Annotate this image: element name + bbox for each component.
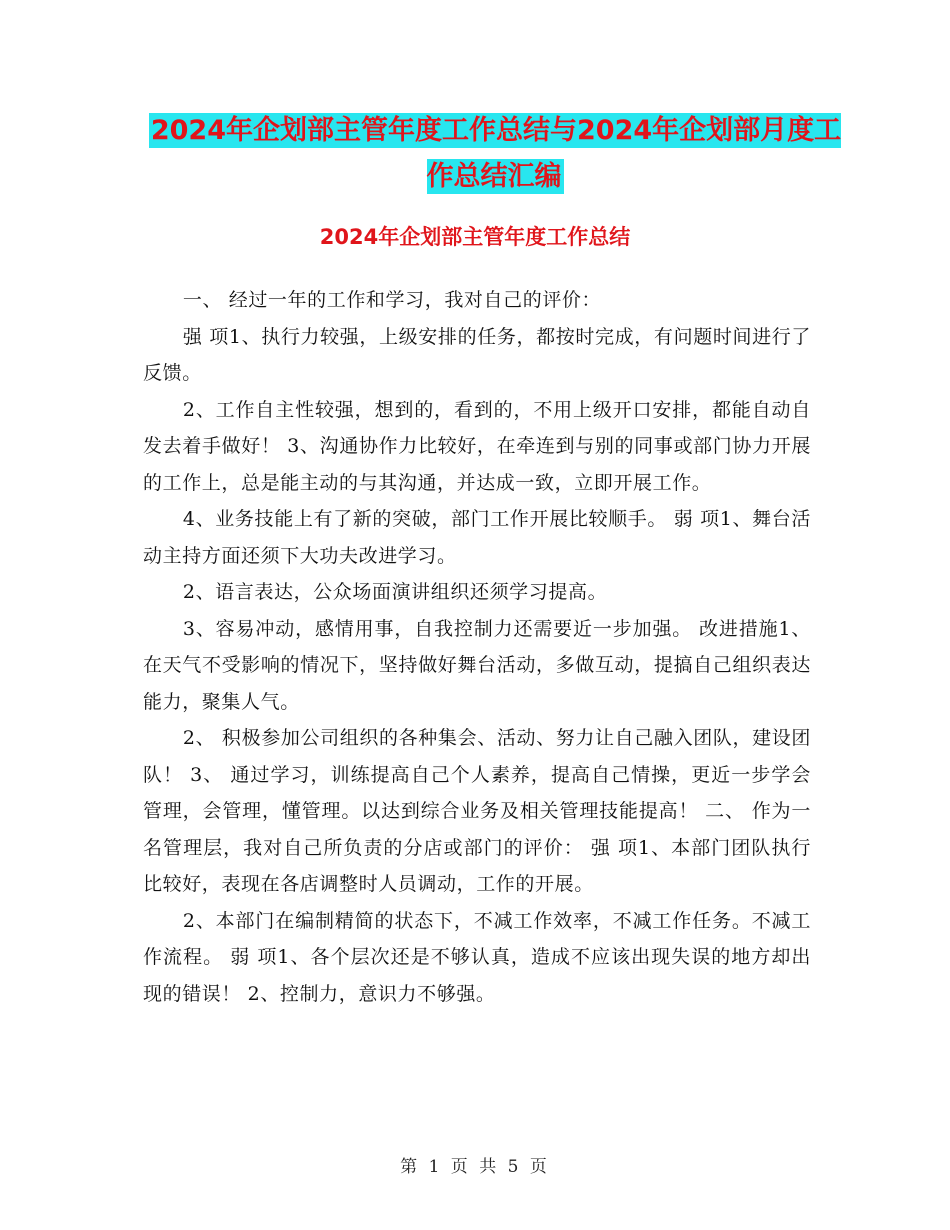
paragraph: 2、本部门在编制精简的状态下，不减工作效率，不减工作任务。不减工作流程。 弱 项1、各个层次还是不够认真，造成不应该出现失误的地方却出现的错误！ 2、控制力，意识力不够强。 xyxy=(143,909,811,1005)
paragraph: 2、 积极参加公司组织的各种集会、活动、努力让自己融入团队，建设团队！ 3、 通过学习，训练提高自己个人素养，提高自己情操，更近一步学会管理，会管理，懂管理。以达到综合业务及相关管理技能提高！ 二、 作为一名管理层，我对自己所负责的分店或部门的评价： 强 项1、本部门团队执行比较好，表现在各店调整时人员调动，工作的开展。 xyxy=(143,727,811,895)
page-footer: 第 1 页 共 5 页 xyxy=(400,1157,550,1177)
paragraph: 2、工作自主性较强，想到的，看到的，不用上级开口安排，都能自动自发去着手做好！ 3、沟通协作力比较好，在牵连到与别的同事或部门协力开展的工作上，总是能主动的与其沟通，并达成一致，立即开展工作。 xyxy=(143,398,811,494)
document-title xyxy=(140,108,850,200)
document-body xyxy=(143,282,811,1012)
paragraph: 4、业务技能上有了新的突破，部门工作开展比较顺手。 弱 项1、舞台活动主持方面还须下大功夫改进学习。 xyxy=(143,508,811,567)
section-title: 2024年企划部主管年度工作总结 xyxy=(319,225,631,249)
paragraph: 一、 经过一年的工作和学习，我对自己的评价： xyxy=(182,289,602,311)
paragraph: 强 项1、执行力较强，上级安排的任务，都按时完成，有问题时间进行了反馈。 xyxy=(143,325,811,384)
paragraph: 2、语言表达，公众场面演讲组织还须学习提高。 xyxy=(182,581,608,603)
paragraph: 3、容易冲动，感情用事，自我控制力还需要近一步加强。 改进措施1、 在天气不受影响的情况下，坚持做好舞台活动，多做互动，提搞自己组织表达能力，聚集人气。 xyxy=(143,617,811,713)
document-title-text: 2024年企划部主管年度工作总结与2024年企划部月度工作总结汇编 xyxy=(150,115,842,192)
